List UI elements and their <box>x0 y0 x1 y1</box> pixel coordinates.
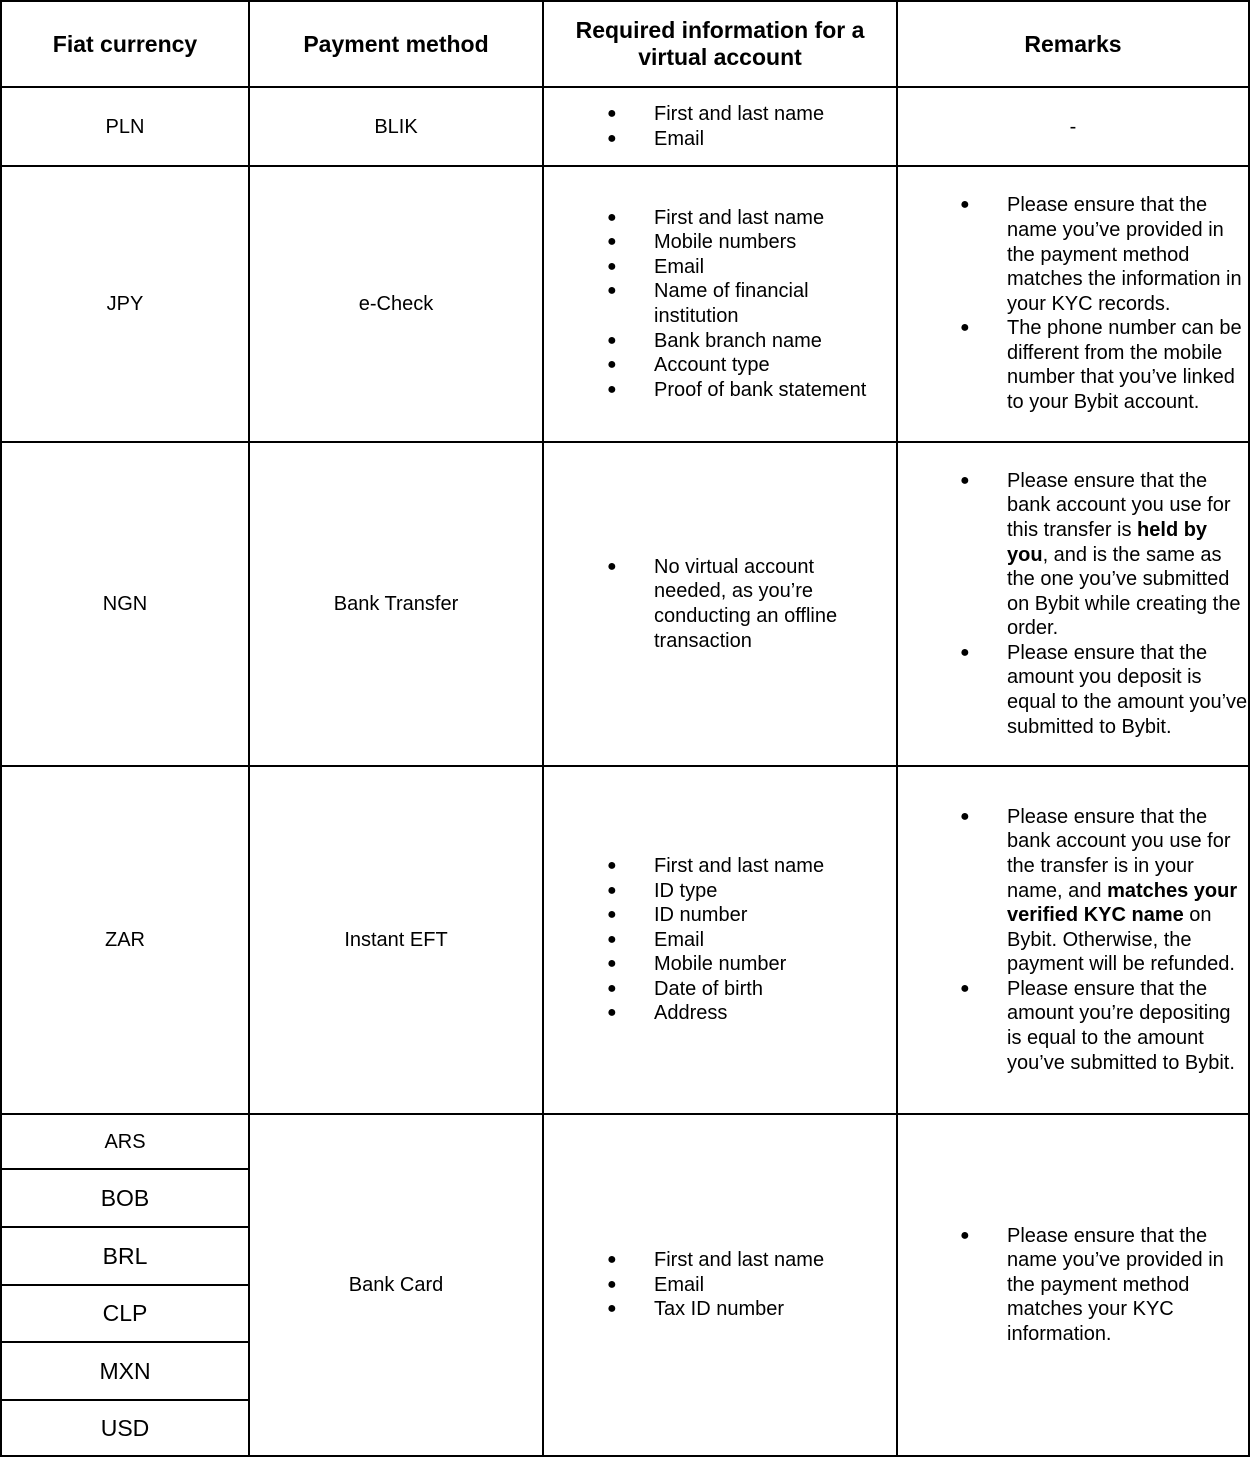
list-item: ● ID number <box>607 903 896 928</box>
currency-cell: NGN <box>102 593 148 615</box>
list-item: ● First and last name <box>607 206 896 231</box>
list-item: ● Proof of bank statement <box>607 378 896 403</box>
list-item: ● Please ensure that the name you’ve provided in the payment method matches the information in your KYC records. <box>960 193 1248 316</box>
remarks-cell <box>898 767 1248 1113</box>
header-required-information: Required information for a virtual account <box>575 17 865 70</box>
remarks-cell <box>898 443 1248 765</box>
currency-cell: JPY <box>106 293 144 315</box>
required-info-list <box>607 1248 896 1322</box>
list-item: ● First and last name <box>607 102 896 127</box>
list-item: ● Mobile number <box>607 952 896 977</box>
remark-text: Please ensure that the bank account you use for the transfer is in your name, and <box>1007 805 1231 902</box>
remark-text: Please ensure that the bank account you use for this transfer is <box>1007 469 1231 541</box>
remarks-cell <box>898 167 1248 441</box>
list-item: ● Email <box>607 127 896 152</box>
remark-text: , and is the same as the one you’ve submitted on Bybit while creating the order. <box>1007 543 1241 640</box>
required-info-cell <box>544 167 896 441</box>
currency-cell: PLN <box>105 115 145 138</box>
currency-cell: ZAR <box>105 929 145 951</box>
list-item: ● First and last name <box>607 1248 896 1273</box>
list-item <box>960 469 1248 641</box>
list-item: ● Email <box>607 255 896 280</box>
list-item: ● No virtual account needed, as you’re conducting an offline transaction <box>607 555 847 653</box>
list-item: ● Date of birth <box>607 977 896 1002</box>
required-info-list <box>607 206 896 403</box>
list-item: ● The phone number can be different from the mobile number that you’ve linked to your Bybit account. <box>960 316 1248 414</box>
remarks-list <box>960 805 1248 1076</box>
payment-method-cell: BLIK <box>374 115 418 138</box>
currency-cell: BRL <box>102 1242 148 1269</box>
list-item: ● Address <box>607 1001 896 1026</box>
list-item: ● Tax ID number <box>607 1297 896 1322</box>
list-item: ● Bank branch name <box>607 329 896 354</box>
remarks-list <box>960 193 1248 414</box>
required-info-cell <box>544 443 896 765</box>
header-fiat-currency: Fiat currency <box>52 30 198 57</box>
currency-cell: USD <box>100 1414 150 1441</box>
list-item: ● First and last name <box>607 854 896 879</box>
header-payment-method: Payment method <box>303 30 489 57</box>
remark-emphasis: matches your verified KYC name <box>1007 879 1238 927</box>
list-item: ● Email <box>607 1273 896 1298</box>
payment-method-cell: Instant EFT <box>344 929 448 951</box>
list-item: ● Name of financial institution <box>607 279 896 328</box>
payment-method-cell: Bank Card <box>348 1274 444 1296</box>
required-info-cell <box>544 767 896 1113</box>
list-item: ● Mobile numbers <box>607 230 896 255</box>
list-item: ● Please ensure that the amount you deposit is equal to the amount you’ve submitted to Bybit. <box>960 641 1248 739</box>
currency-cell: CLP <box>102 1300 148 1326</box>
required-info-list <box>607 854 896 1026</box>
required-info-list <box>607 102 896 151</box>
remark-emphasis: held by you <box>1007 518 1208 566</box>
list-item <box>960 805 1248 977</box>
header-remarks: Remarks <box>1024 30 1122 57</box>
currency-cell: MXN <box>99 1357 151 1384</box>
currency-cell: ARS <box>104 1130 146 1153</box>
list-item: ● Please ensure that the name you’ve provided in the payment method matches your KYC information. <box>960 1224 1248 1347</box>
remarks-cell: - <box>1069 115 1077 138</box>
currency-cell: BOB <box>100 1184 150 1211</box>
required-info-cell <box>544 88 896 165</box>
list-item: ● Email <box>607 928 896 953</box>
list-item: ● Account type <box>607 353 896 378</box>
remarks-list <box>960 469 1248 740</box>
required-info-cell <box>544 1115 896 1455</box>
remarks-list <box>960 1224 1248 1347</box>
remarks-cell <box>898 1115 1248 1455</box>
remark-text: on Bybit. Otherwise, the payment will be refunded. <box>1007 904 1235 976</box>
list-item: ● ID type <box>607 879 896 904</box>
payment-method-cell: Bank Transfer <box>333 593 459 615</box>
required-info-list <box>607 555 847 653</box>
list-item: ● Please ensure that the amount you’re depositing is equal to the amount you’ve submitted to Bybit. <box>960 977 1248 1075</box>
payment-method-cell: e-Check <box>358 293 434 315</box>
